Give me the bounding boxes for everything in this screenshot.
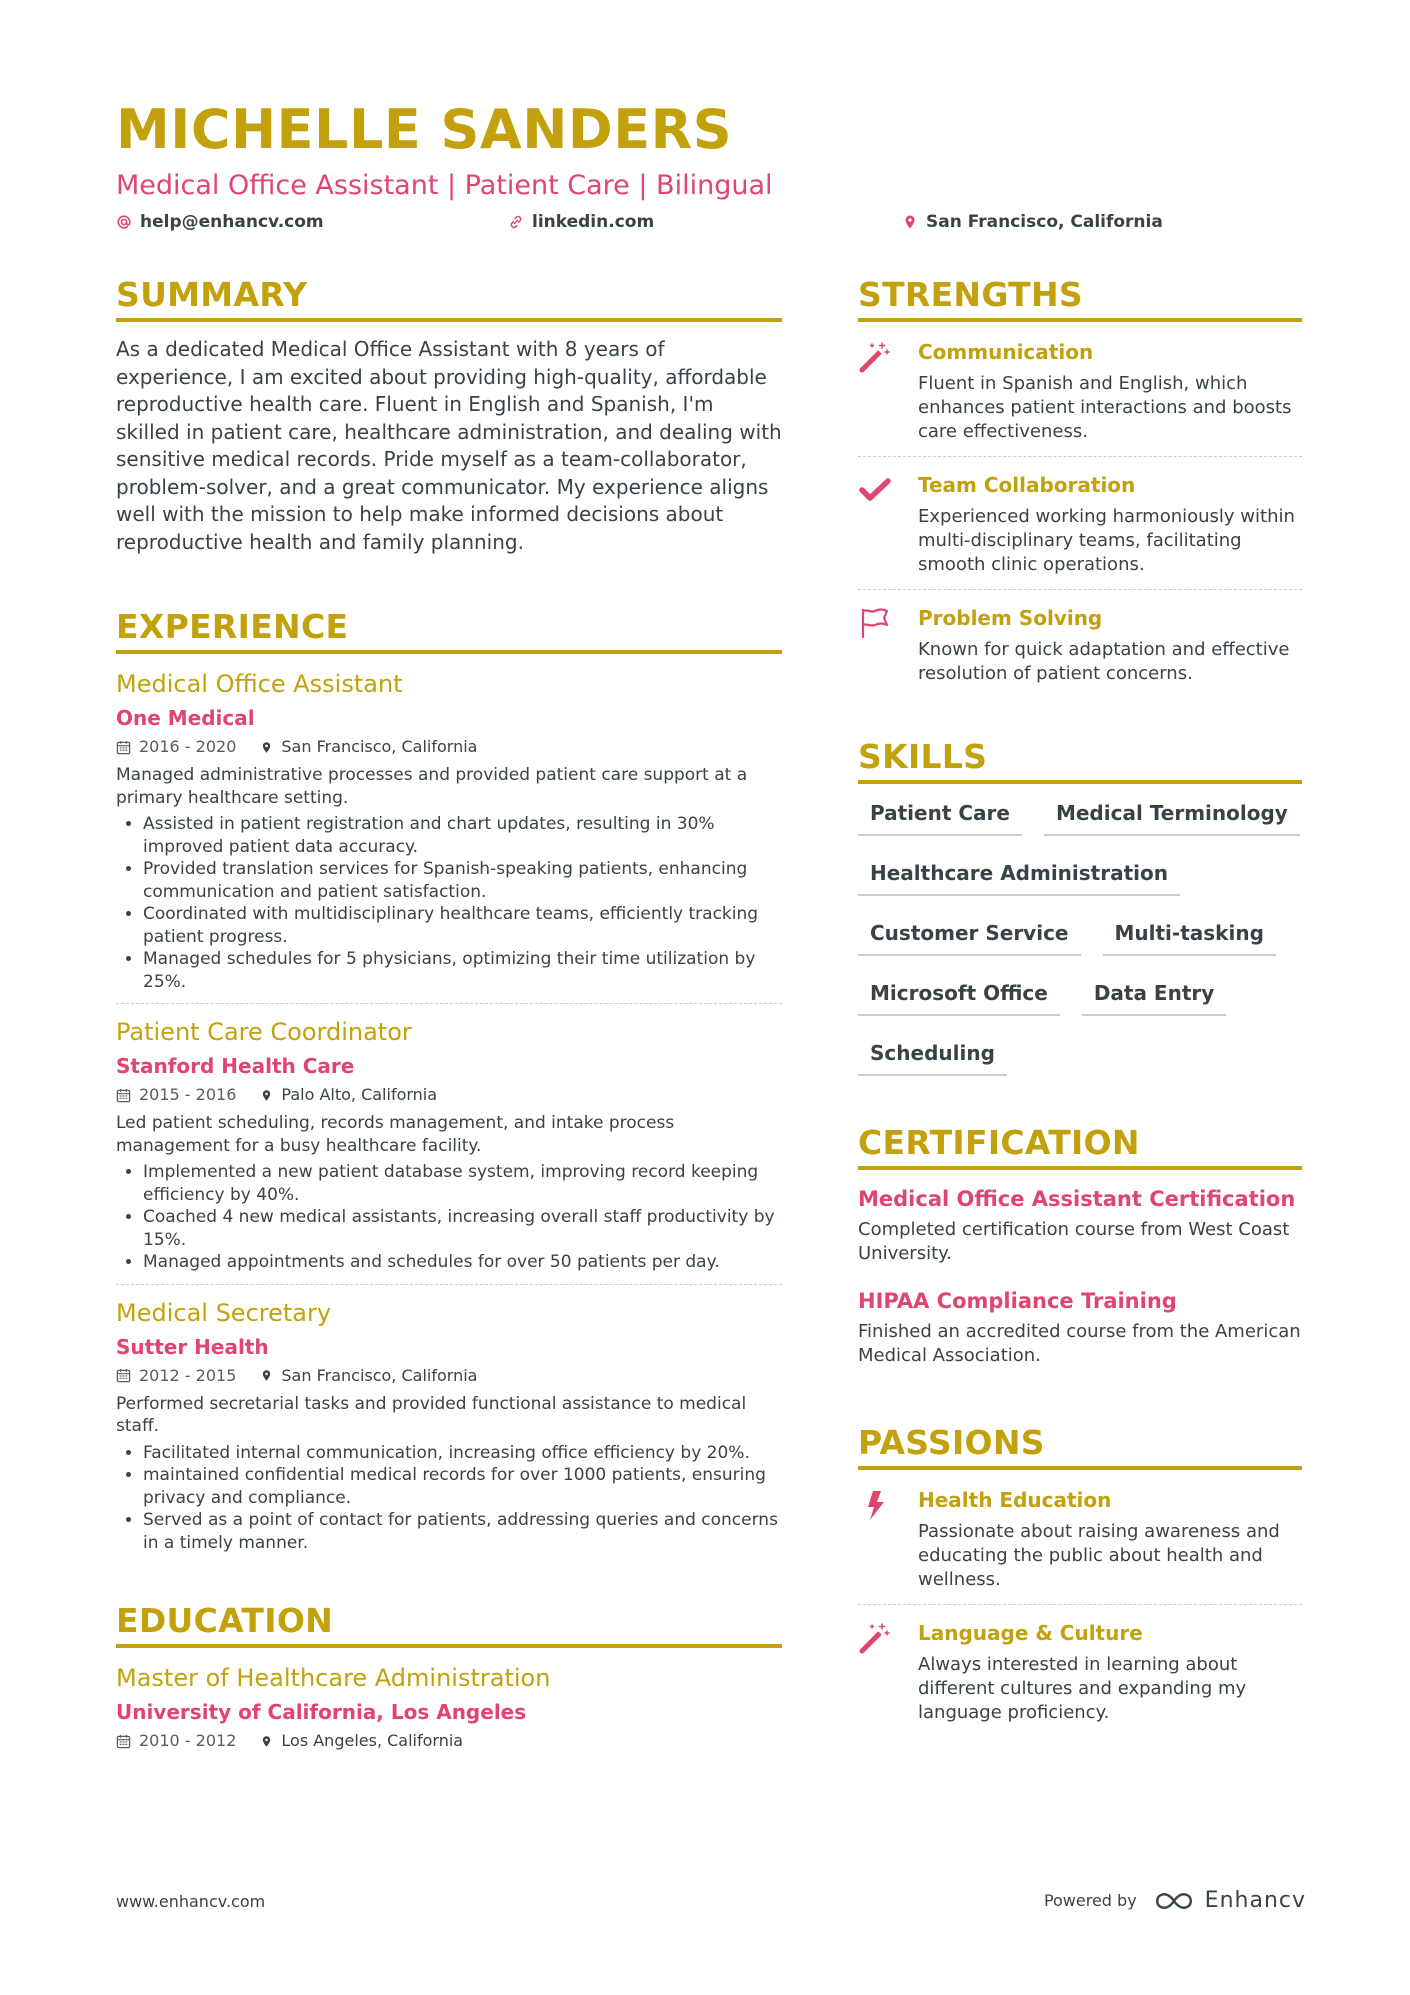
skill-tag: Patient Care <box>858 796 1022 836</box>
summary-section <box>116 274 782 556</box>
strength-icon-wrap <box>858 338 900 444</box>
job-description: Led patient scheduling, records management, and intake process management for a busy healthcare facility. <box>116 1113 675 1156</box>
checkmark-icon <box>858 473 892 507</box>
strength-body <box>918 604 1302 686</box>
passion-body <box>918 1619 1302 1725</box>
passions-heading: PASSIONS <box>858 1422 1302 1470</box>
footer-website[interactable]: www.enhancv.com <box>116 1892 266 1911</box>
job-bullet: • Assisted in patient registration and chart updates, resulting in 30% improved patient data accuracy. <box>143 813 782 858</box>
strength-title: Communication <box>918 340 1094 364</box>
job-title: Medical Secretary <box>116 1298 332 1327</box>
strength-item <box>858 324 1302 456</box>
certification-item <box>858 1280 1302 1382</box>
contact-bar <box>116 212 1306 242</box>
job-title: Medical Office Assistant <box>116 670 403 698</box>
passion-description: Passionate about raising awareness and educating the public about health and wellness. <box>918 1521 1280 1590</box>
skill-tag: Customer Service <box>858 916 1081 956</box>
magic-wand-icon <box>858 1621 892 1655</box>
strength-icon-wrap <box>858 471 900 577</box>
certification-heading: CERTIFICATION <box>858 1122 1302 1170</box>
education-meta <box>116 1730 782 1752</box>
job-location-wrap <box>260 736 477 758</box>
strength-body <box>918 471 1302 577</box>
job-description: Performed secretarial tasks and provided functional assistance to medical staff. <box>116 1393 747 1436</box>
lightning-icon <box>858 1488 892 1522</box>
job-title: Patient Care Coordinator <box>116 1018 412 1046</box>
job-location: Palo Alto, California <box>281 1085 438 1104</box>
job-location: San Francisco, California <box>281 737 478 756</box>
passion-body <box>918 1486 1302 1592</box>
skills-heading: SKILLS <box>858 736 1302 784</box>
certification-description: Finished an accredited course from the American Medical Association. <box>858 1321 1301 1366</box>
summary-heading: SUMMARY <box>116 274 782 322</box>
school-name: University of California, Los Angeles <box>116 1700 527 1724</box>
location-pin-icon <box>260 1368 273 1383</box>
certification-title: Medical Office Assistant Certification <box>858 1187 1296 1211</box>
job-bullets <box>116 1442 782 1555</box>
strength-item <box>858 456 1302 589</box>
calendar-icon <box>116 1368 131 1383</box>
strength-description: Fluent in Spanish and English, which enhances patient interactions and boosts care effectiveness. <box>918 373 1292 442</box>
candidate-headline: Medical Office Assistant | Patient Care | Bilingual <box>116 170 773 201</box>
passion-item <box>858 1472 1302 1604</box>
strength-body <box>918 338 1302 444</box>
location-text: San Francisco, California <box>926 212 1163 232</box>
certification-title: HIPAA Compliance Training <box>858 1289 1177 1313</box>
summary-text: As a dedicated Medical Office Assistant with 8 years of experience, I am excited about providing high-quality, affordable reproductive health care. Fluent in English and Spanish, I'm skilled in patient care, healthcare administration, and dealing with sensitive medical records. Pride myself as a team-collaborator, problem-solver, and a great communicator. My experience aligns well with the mission to help make informed decisions about reproductive health and family planning. <box>116 337 782 554</box>
job-company: Sutter Health <box>116 1334 269 1359</box>
passion-item <box>858 1604 1302 1737</box>
strengths-section <box>858 274 1302 698</box>
experience-section <box>116 606 782 1564</box>
education-location-wrap <box>260 1730 463 1752</box>
brand-name: Enhancv <box>1204 1888 1306 1913</box>
magic-wand-icon <box>858 340 892 374</box>
job-meta <box>116 736 782 758</box>
passion-icon-wrap <box>858 1486 900 1592</box>
job-bullet: • Served as a point of contact for patients, addressing queries and concerns in a timely manner. <box>143 1509 782 1554</box>
location-pin-icon <box>260 1734 273 1749</box>
skills-section <box>858 736 1302 1076</box>
skills-list <box>858 784 1302 1076</box>
flag-icon <box>858 606 892 640</box>
job-dates-wrap <box>116 736 236 758</box>
strength-title: Problem Solving <box>918 606 1103 630</box>
strength-title: Team Collaboration <box>918 473 1136 497</box>
enhancv-logo[interactable] <box>1151 1888 1306 1913</box>
job-description: Managed administrative processes and provided patient care support at a primary healthcare setting. <box>116 765 748 808</box>
job-bullet: • Coordinated with multidisciplinary healthcare teams, efficiently tracking patient progress. <box>143 903 782 948</box>
enhancv-infinity-icon <box>1151 1889 1197 1913</box>
right-column <box>858 274 1302 1737</box>
job-bullet: • Managed schedules for 5 physicians, optimizing their time utilization by 25%. <box>143 948 782 993</box>
job-company: Stanford Health Care <box>116 1054 355 1078</box>
page-footer <box>116 1888 1306 1918</box>
strength-description: Experienced working harmoniously within multi-disciplinary teams, facilitating smooth clinic operations. <box>918 506 1295 575</box>
job-entry <box>116 1003 782 1284</box>
location-pin-icon <box>260 740 273 755</box>
job-entry <box>116 668 782 1003</box>
calendar-icon <box>116 1088 131 1103</box>
certification-description: Completed certification course from West Coast University. <box>858 1219 1290 1264</box>
job-location-wrap <box>260 1365 477 1387</box>
contact-location <box>902 212 1163 232</box>
skill-tag: Microsoft Office <box>858 976 1060 1016</box>
strengths-heading: STRENGTHS <box>858 274 1302 322</box>
link-icon <box>508 214 524 230</box>
skill-tag: Data Entry <box>1082 976 1226 1016</box>
education-dates-wrap <box>116 1730 236 1752</box>
job-meta <box>116 1365 782 1387</box>
strength-description: Known for quick adaptation and effective resolution of patient concerns. <box>918 639 1290 684</box>
left-column <box>116 274 782 1752</box>
job-dates: 2016 - 2020 <box>139 737 237 756</box>
at-sign-icon <box>116 214 132 230</box>
strength-icon-wrap <box>858 604 900 686</box>
location-pin-icon <box>260 1088 273 1103</box>
calendar-icon <box>116 740 131 755</box>
job-meta <box>116 1084 782 1106</box>
education-heading: EDUCATION <box>116 1600 782 1648</box>
job-bullet: • Facilitated internal communication, increasing office efficiency by 20%. <box>143 1442 782 1465</box>
job-location-wrap <box>260 1084 437 1106</box>
job-dates: 2012 - 2015 <box>139 1365 237 1385</box>
passion-title: Health Education <box>918 1488 1112 1512</box>
strength-item <box>858 589 1302 698</box>
passion-icon-wrap <box>858 1619 900 1725</box>
location-pin-icon <box>902 214 918 230</box>
calendar-icon <box>116 1734 131 1749</box>
degree-title: Master of Healthcare Administration <box>116 1664 551 1692</box>
job-company: One Medical <box>116 706 255 730</box>
education-section <box>116 1600 782 1752</box>
job-bullet: • Provided translation services for Spanish-speaking patients, enhancing communication and patient satisfaction. <box>143 858 782 903</box>
job-bullet: • Implemented a new patient database system, improving record keeping efficiency by 40%. <box>143 1161 782 1206</box>
certification-item <box>858 1184 1302 1280</box>
skill-tag: Medical Terminology <box>1044 796 1300 836</box>
experience-heading: EXPERIENCE <box>116 606 782 654</box>
footer-branding <box>1044 1888 1306 1913</box>
passion-title: Language & Culture <box>918 1621 1143 1645</box>
job-entry <box>116 1284 782 1565</box>
certification-section <box>858 1122 1302 1382</box>
job-dates-wrap <box>116 1365 236 1387</box>
job-bullets <box>116 813 782 993</box>
contact-linkedin[interactable] <box>508 212 654 232</box>
job-bullet: • Coached 4 new medical assistants, increasing overall staff productivity by 15%. <box>143 1206 782 1251</box>
candidate-name: MICHELLE SANDERS <box>116 98 733 161</box>
linkedin-text: linkedin.com <box>532 212 655 232</box>
skill-tag: Multi-tasking <box>1103 916 1276 956</box>
education-dates: 2010 - 2012 <box>139 1731 237 1750</box>
job-location: San Francisco, California <box>281 1365 478 1385</box>
passions-section <box>858 1422 1302 1737</box>
contact-email[interactable] <box>116 212 324 232</box>
powered-by-text: Powered by <box>1043 1891 1137 1910</box>
email-text: help@enhancv.com <box>140 212 324 232</box>
job-dates-wrap <box>116 1084 236 1106</box>
education-location: Los Angeles, California <box>281 1731 464 1750</box>
passion-description: Always interested in learning about different cultures and expanding my language proficiency. <box>918 1654 1247 1723</box>
job-bullet: • Managed appointments and schedules for over 50 patients per day. <box>143 1251 782 1274</box>
job-dates: 2015 - 2016 <box>139 1085 237 1104</box>
skill-tag: Healthcare Administration <box>858 856 1180 896</box>
job-bullet: • maintained confidential medical records for over 1000 patients, ensuring privacy and compliance. <box>143 1464 782 1509</box>
skill-tag: Scheduling <box>858 1036 1007 1076</box>
job-bullets <box>116 1161 782 1274</box>
resume-header <box>116 98 1306 242</box>
